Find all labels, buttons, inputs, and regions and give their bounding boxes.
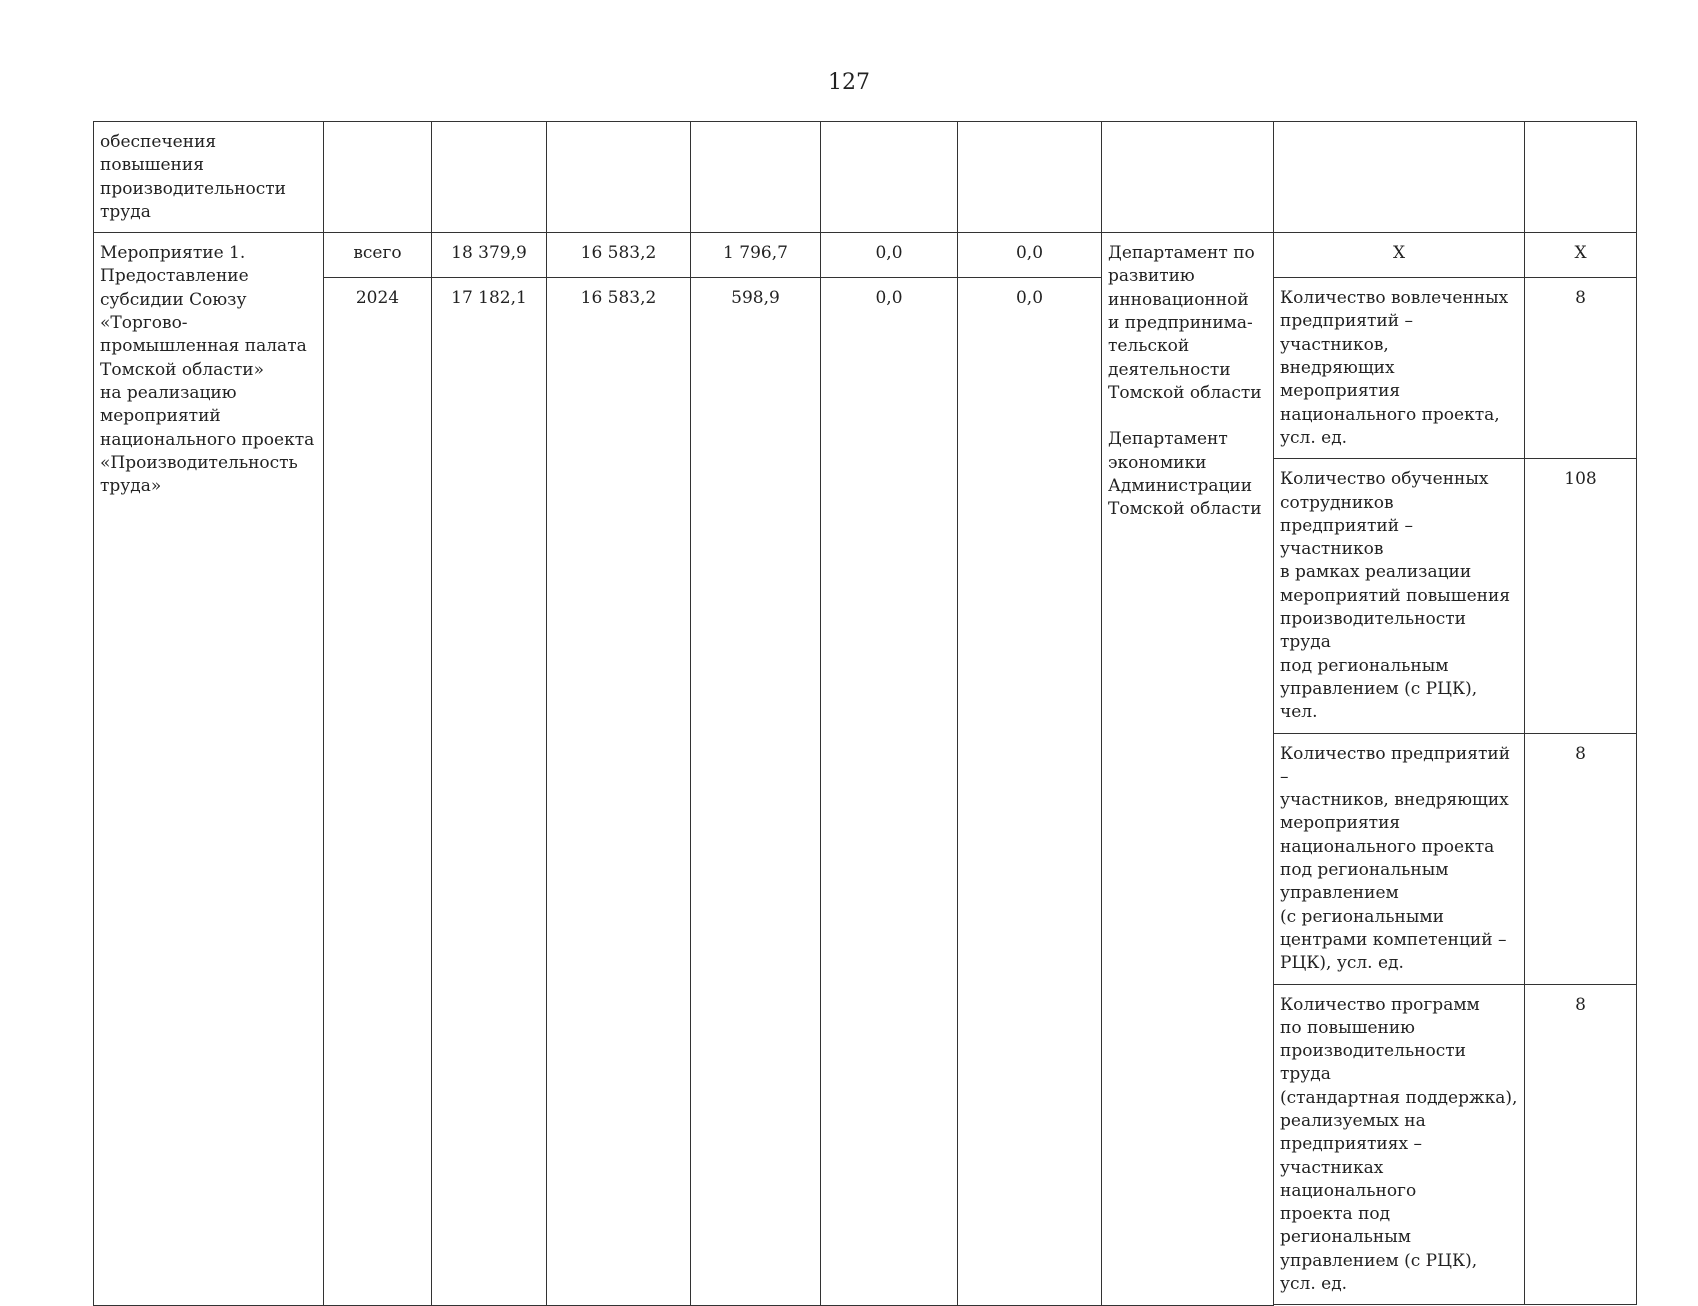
event-year-row (94, 278, 1637, 459)
event-total-row (94, 233, 1637, 278)
indicator-value-cell: Х (1525, 233, 1637, 278)
empty-cell (1525, 122, 1637, 233)
indicator-name-text: Количество вовлеченных предприятий – участников, внедряющих мероприятия национального проекта, усл. ед. (1280, 288, 1509, 448)
indicator-name-cell: Х (1274, 233, 1525, 278)
empty-cell (547, 122, 691, 233)
indicator-name-text: Количество предприятий – участников, внедряющих мероприятия национального проекта под региональным управлением (с региональными центрами компетенций – РЦК), усл. ед. (1280, 743, 1511, 974)
federal-funding-cell: 16 583,2 (547, 233, 691, 278)
page-number: 127 (828, 70, 870, 95)
responsible-cell (1102, 233, 1274, 1306)
other-funding-cell: 0,0 (958, 278, 1102, 1306)
indicator-name-cell (1274, 278, 1525, 459)
indicator-value-cell: 108 (1525, 459, 1637, 733)
continuation-row (94, 122, 1637, 233)
regional-funding-cell: 598,9 (691, 278, 821, 1306)
local-funding-cell: 0,0 (821, 278, 958, 1306)
empty-cell (958, 122, 1102, 233)
local-funding-cell: 0,0 (821, 233, 958, 278)
empty-cell (691, 122, 821, 233)
indicator-name-text: Количество программ по повышению производительности труда (стандартная поддержка), реализуемых на предприятиях – участниках национального проекта под региональным управлением (с РЦК), усл. ед. (1280, 994, 1518, 1295)
other-funding-cell: 0,0 (958, 233, 1102, 278)
event-name-cell (94, 233, 324, 1306)
empty-cell (821, 122, 958, 233)
period-cell: 2024 (324, 278, 432, 1306)
total-funding-cell: 17 182,1 (432, 278, 547, 1306)
empty-cell (1274, 122, 1525, 233)
filler-cell (1274, 1305, 1637, 1306)
responsible-department-1: Департамент по развитию инновационной и предпринима- тельской деятельности Томской области (1108, 243, 1262, 403)
regional-funding-cell: 1 796,7 (691, 233, 821, 278)
empty-cell (432, 122, 547, 233)
indicator-name-text: Количество обученных сотрудников предприятий – участников в рамках реализации мероприятий повышения производительности труда под региональным управлением (с РЦК), чел. (1280, 469, 1511, 723)
empty-cell (324, 122, 432, 233)
total-funding-cell: 18 379,9 (432, 233, 547, 278)
responsible-spacer (1108, 405, 1267, 428)
federal-funding-cell: 16 583,2 (547, 278, 691, 1306)
empty-cell (1102, 122, 1274, 233)
indicator-name-cell (1274, 733, 1525, 984)
period-cell: всего (324, 233, 432, 278)
continuation-name-cell (94, 122, 324, 233)
continuation-name-text: обеспечения повышения производительности труда (100, 132, 286, 222)
responsible-department-2: Департамент экономики Администрации Томской области (1108, 429, 1262, 520)
event-name-text: Мероприятие 1. Предоставление субсидии Союзу «Торгово- промышленная палата Томской области» на реализацию мероприятий национального проекта «Производительность труда» (100, 243, 315, 497)
indicator-value-cell: 8 (1525, 984, 1637, 1305)
program-table (93, 121, 1637, 1306)
indicator-value-cell: 8 (1525, 278, 1637, 459)
indicator-value-cell: 8 (1525, 733, 1637, 984)
indicator-name-cell (1274, 459, 1525, 733)
indicator-name-cell (1274, 984, 1525, 1305)
